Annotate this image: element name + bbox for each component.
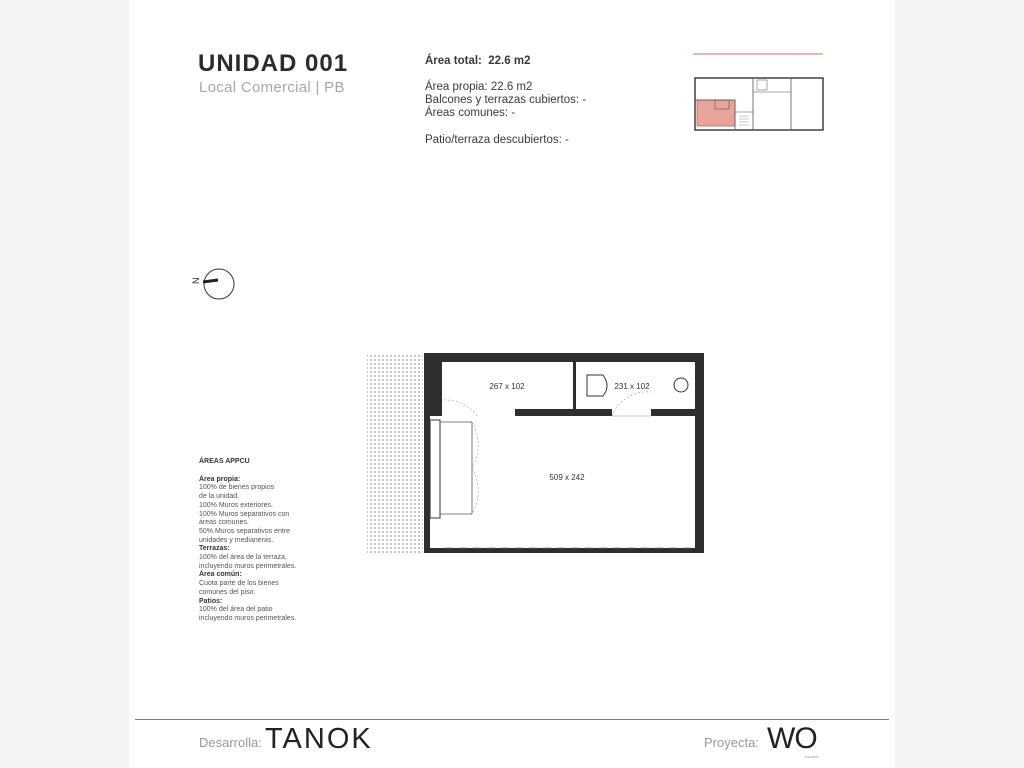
footer-divider xyxy=(135,719,889,720)
project-label: Proyecta: xyxy=(704,735,759,750)
project-tagline: espacio xyxy=(805,754,819,759)
legend-line: 100% de bienes propios xyxy=(199,484,275,492)
legend-lines xyxy=(199,476,329,624)
room2-dimension: 231 x 102 xyxy=(614,382,650,391)
total-area-label: Área total: xyxy=(425,55,482,67)
legend-heading: Patios: xyxy=(199,597,223,605)
legend-title: ÁREAS APPCU xyxy=(199,458,250,465)
developer-label: Desarrolla: xyxy=(199,735,262,750)
total-area xyxy=(425,55,530,68)
exterior-sidewalk xyxy=(367,353,423,555)
legend-line: 50% Muros separativos entre xyxy=(199,527,291,535)
north-letter: N xyxy=(191,277,201,284)
legend-line: unidades y medianeras. xyxy=(199,536,274,544)
room3-dimension: 509 x 242 xyxy=(549,473,585,482)
balconies-area: Balcones y terrazas cubiertos: - xyxy=(425,94,587,106)
north-arrow-icon xyxy=(190,266,236,302)
legend-line: Cuota parte de los bienes xyxy=(199,580,279,588)
legend-heading: Área propia: xyxy=(199,475,241,483)
legend-line: 100% Muros exteriores. xyxy=(199,501,273,509)
own-area: Área propia: 22.6 m2 xyxy=(425,81,533,93)
floor-plan xyxy=(365,350,707,560)
project-logo: WO xyxy=(767,722,817,755)
legend-line: comunes del piso. xyxy=(199,588,256,596)
key-plan xyxy=(693,52,825,132)
legend-line: áreas comunes. xyxy=(199,519,249,527)
legend-line: de la unidad. xyxy=(199,493,240,501)
partition-wall xyxy=(515,409,612,416)
room1-dimension: 267 x 102 xyxy=(489,382,525,391)
unit-subtitle: Local Comercial | PB xyxy=(199,79,345,96)
legend-heading: Área común: xyxy=(199,571,242,579)
legend-line: incluyendo muros perimetrales. xyxy=(199,562,297,570)
patio-area: Patio/terraza descubiertos: - xyxy=(425,134,569,146)
legend xyxy=(199,458,329,624)
common-area: Áreas comunes: - xyxy=(425,107,516,119)
legend-line: 100% Muros separativos con xyxy=(199,510,290,518)
legend-line: 100% del área del patio xyxy=(199,606,273,614)
legend-line: incluyendo muros perimetrales. xyxy=(199,614,297,622)
developer-logo: TANOK xyxy=(265,723,373,755)
legend-line: 100% del área de la terraza, xyxy=(199,554,287,562)
total-area-value: 22.6 m2 xyxy=(488,55,531,67)
unit-title: UNIDAD 001 xyxy=(198,50,349,77)
legend-heading: Terrazas: xyxy=(199,545,230,553)
